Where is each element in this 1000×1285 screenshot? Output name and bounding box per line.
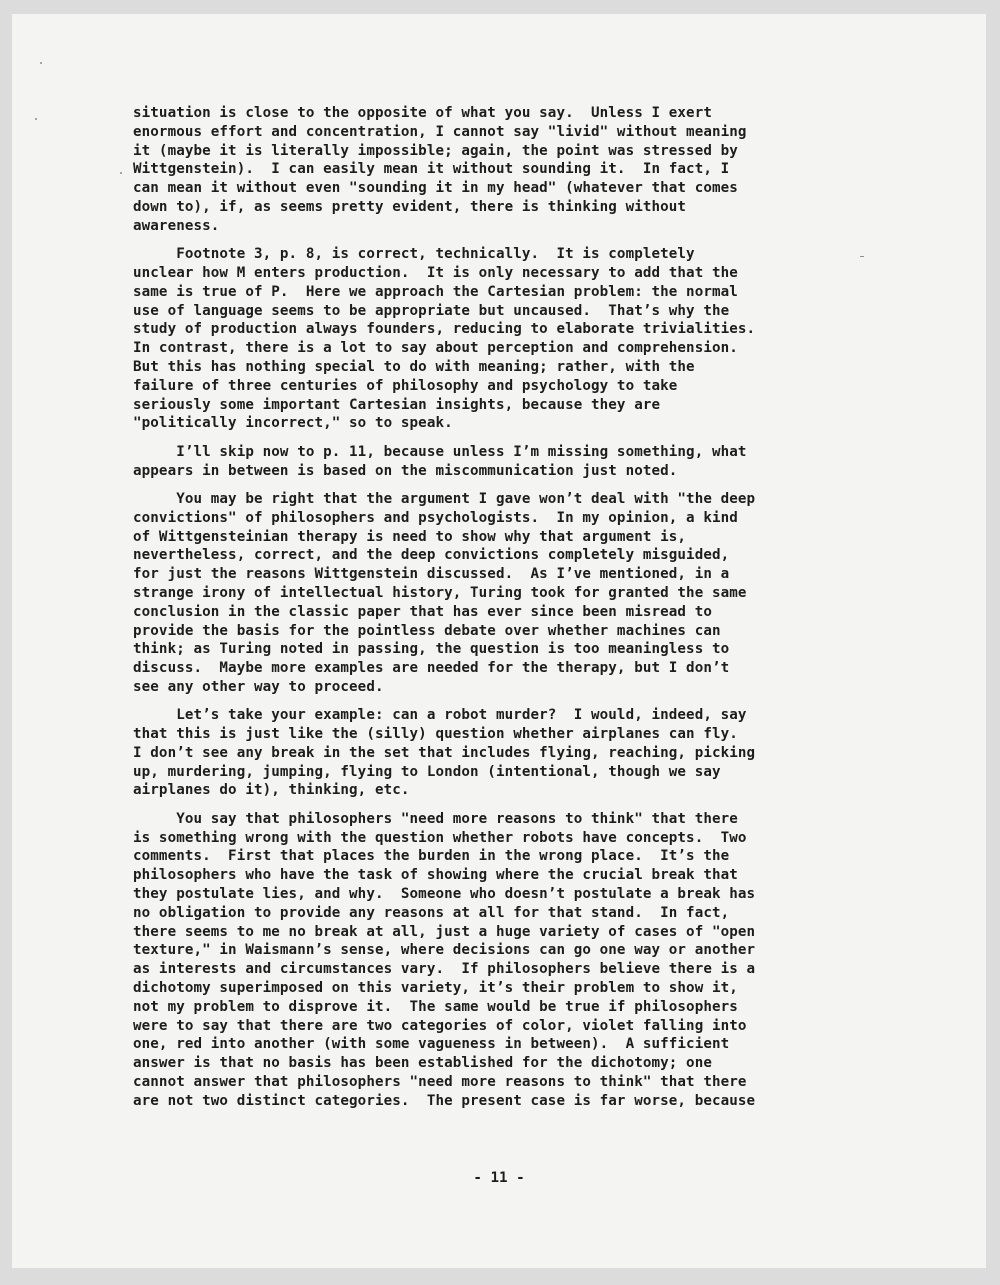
text-line: appears in between is based on the miscommunication just noted. (133, 462, 678, 479)
text-line: can mean it without even "sounding it in my head" (whatever that comes (133, 180, 738, 197)
paragraph (133, 490, 853, 697)
margin-speck (860, 256, 864, 257)
text-line: not my problem to disprove it. The same would be true if philosophers (133, 998, 738, 1015)
text-line: Wittgenstein). I can easily mean it without sounding it. In fact, I (133, 161, 730, 178)
text-line: there seems to me no break at all, just a huge variety of cases of "open (133, 923, 756, 940)
text-line: nevertheless, correct, and the deep convictions completely misguided, (133, 547, 730, 564)
text-line: strange irony of intellectual history, Turing took for granted the same (133, 584, 747, 601)
margin-speck (35, 118, 37, 120)
text-line: You say that philosophers "need more reasons to think" that there (133, 810, 738, 827)
text-line: failure of three centuries of philosophy and psychology to take (133, 377, 678, 394)
paragraph (133, 443, 853, 481)
margin-speck (120, 172, 122, 174)
text-line: as interests and circumstances vary. If philosophers believe there is a (133, 961, 756, 978)
text-line: But this has nothing special to do with meaning; rather, with the (133, 358, 695, 375)
text-line: seriously some important Cartesian insights, because they are (133, 396, 661, 413)
text-line: use of language seems to be appropriate but uncaused. That’s why the (133, 302, 730, 319)
text-line: "politically incorrect," so to speak. (133, 415, 453, 432)
margin-speck (40, 62, 42, 64)
text-line: up, murdering, jumping, flying to London (intentional, though we say (133, 763, 721, 780)
paragraph (133, 104, 853, 236)
text-line: dichotomy superimposed on this variety, it’s their problem to show it, (133, 980, 738, 997)
text-line: conclusion in the classic paper that has ever since been misread to (133, 603, 712, 620)
text-line: I’ll skip now to p. 11, because unless I’m missing something, what (133, 443, 747, 460)
text-line: down to), if, as seems pretty evident, there is thinking without (133, 198, 687, 215)
text-line: see any other way to proceed. (133, 678, 384, 695)
text-line: You may be right that the argument I gave won’t deal with "the deep (133, 490, 756, 507)
text-line: is something wrong with the question whether robots have concepts. Two (133, 829, 747, 846)
text-line: that this is just like the (silly) question whether airplanes can fly. (133, 726, 738, 743)
document-page (12, 14, 986, 1268)
text-line: texture," in Waismann’s sense, where decisions can go one way or another (133, 942, 756, 959)
paragraph (133, 245, 853, 433)
text-line: I don’t see any break in the set that includes flying, reaching, picking (133, 744, 756, 761)
text-line: same is true of P. Here we approach the Cartesian problem: the normal (133, 283, 738, 300)
text-line: airplanes do it), thinking, etc. (133, 782, 410, 799)
text-line: no obligation to provide any reasons at all for that stand. In fact, (133, 904, 730, 921)
text-line: they postulate lies, and why. Someone who doesn’t postulate a break has (133, 886, 756, 903)
text-line: it (maybe it is literally impossible; again, the point was stressed by (133, 142, 738, 159)
text-line: convictions" of philosophers and psychologists. In my opinion, a kind (133, 509, 738, 526)
text-line: comments. First that places the burden in the wrong place. It’s the (133, 848, 730, 865)
text-line: situation is close to the opposite of what you say. Unless I exert (133, 105, 712, 121)
text-line: think; as Turing noted in passing, the question is too meaningless to (133, 641, 730, 658)
text-line: philosophers who have the task of showing where the crucial break that (133, 867, 738, 884)
text-line: of Wittgensteinian therapy is need to show why that argument is, (133, 528, 687, 545)
text-line: were to say that there are two categories of color, violet falling into (133, 1017, 747, 1034)
text-line: provide the basis for the pointless debate over whether machines can (133, 622, 721, 639)
text-line: awareness. (133, 217, 220, 234)
text-line: Let’s take your example: can a robot murder? I would, indeed, say (133, 707, 747, 724)
text-line: unclear how M enters production. It is only necessary to add that the (133, 264, 738, 281)
text-line: answer is that no basis has been established for the dichotomy; one (133, 1055, 712, 1072)
text-line: study of production always founders, reducing to elaborate trivialities. (133, 321, 756, 338)
text-line: Footnote 3, p. 8, is correct, technically. It is completely (133, 246, 695, 263)
text-line: In contrast, there is a lot to say about perception and comprehension. (133, 340, 738, 357)
text-line: enormous effort and concentration, I cannot say "livid" without meaning (133, 123, 747, 140)
text-line: one, red into another (with some vagueness in between). A sufficient (133, 1036, 730, 1053)
paragraph (133, 706, 853, 800)
paragraph (133, 810, 853, 1111)
text-line: cannot answer that philosophers "need more reasons to think" that there (133, 1074, 747, 1091)
letter-body (133, 104, 853, 1120)
text-line: are not two distinct categories. The present case is far worse, because (133, 1092, 756, 1109)
page-number: - 11 - (473, 1170, 525, 1186)
text-line: for just the reasons Wittgenstein discussed. As I’ve mentioned, in a (133, 566, 730, 583)
text-line: discuss. Maybe more examples are needed for the therapy, but I don’t (133, 660, 730, 677)
